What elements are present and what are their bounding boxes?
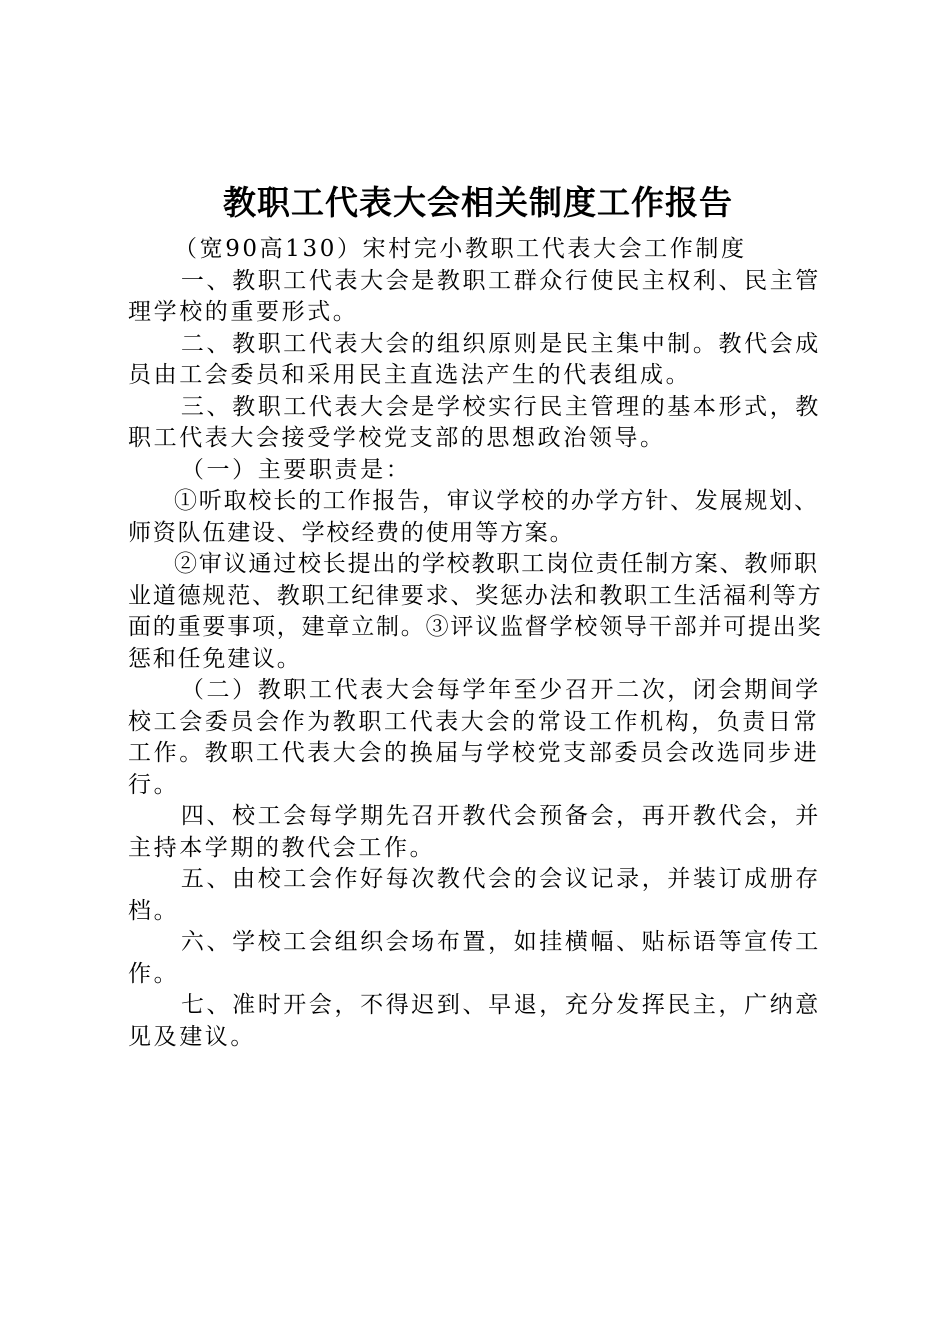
paragraph-item-3: 三、教职工代表大会是学校实行民主管理的基本形式，教职工代表大会接受学校党支部的思想政治领导。	[128, 393, 821, 451]
duty-item-1: ①听取校长的工作报告，审议学校的办学方针、发展规划、师资队伍建设、学校经费的使用等方案。	[128, 488, 819, 546]
paragraph-item-7: 七、准时开会，不得迟到、早退，充分发挥民主，广纳意见及建议。	[128, 992, 821, 1050]
paragraph-item-1: 一、教职工代表大会是教职工群众行使民主权利、民主管理学校的重要形式。	[128, 267, 821, 325]
section-heading-duties: （一）主要职责是：	[180, 456, 412, 483]
document-subtitle: （宽90高130）宋村完小教职工代表大会工作制度	[174, 236, 747, 262]
paragraph-item-4: 四、校工会每学期先召开教代会预备会，再开教代会，并主持本学期的教代会工作。	[128, 803, 821, 861]
duty-item-2-3: ②审议通过校长提出的学校教职工岗位责任制方案、教师职业道德规范、教职工纪律要求、奖惩办法和教职工生活福利等方面的重要事项，建章立制。③评议监督学校领导干部并可提出奖惩和任免建议。	[128, 551, 823, 672]
paragraph-item-5: 五、由校工会作好每次教代会的会议记录，并装订成册存档。	[128, 866, 821, 924]
paragraph-item-2: 二、教职工代表大会的组织原则是民主集中制。教代会成员由工会委员和采用民主直选法产生的代表组成。	[128, 330, 821, 388]
page-title: 教职工代表大会相关制度工作报告	[223, 183, 733, 222]
section-item-meetings: （二）教职工代表大会每学年至少召开二次，闭会期间学校工会委员会作为教职工代表大会的常设工作机构，负责日常工作。教职工代表大会的换届与学校党支部委员会改选同步进行。	[128, 677, 821, 798]
paragraph-item-6: 六、学校工会组织会场布置，如挂横幅、贴标语等宣传工作。	[128, 929, 821, 987]
document-body	[128, 178, 828, 1053]
